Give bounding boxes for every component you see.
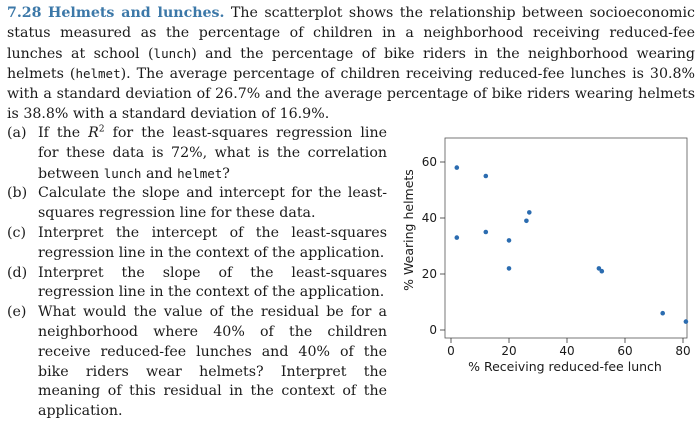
part-a-var-helmet: helmet — [177, 165, 223, 181]
y-tick-label: 20 — [421, 267, 437, 281]
data-point — [484, 230, 489, 235]
part-c-label: (c) — [7, 224, 27, 241]
x-tick-label: 0 — [447, 344, 455, 358]
y-tick-label: 40 — [421, 211, 437, 225]
plot-frame — [445, 138, 687, 338]
part-d — [7, 264, 387, 304]
part-a-text — [38, 124, 387, 184]
problem-intro — [7, 4, 695, 125]
part-e-text: What would the value of the residual be for a neighborhood where 40% of the children receive reduced-fee lunches and 40% of the bike riders wear helmets? Interpret the meaning of this residual in the context of the application. — [38, 304, 387, 420]
part-e — [7, 303, 387, 422]
part-a-and: and — [145, 165, 173, 182]
question-parts — [7, 124, 387, 422]
intro-text-1: The scatterplot shows the relationship between socioeconomic status measured as the percentage of children in a neighborhood receiving reduced-fee lunches at school ( — [7, 5, 695, 62]
data-point — [527, 210, 532, 215]
data-point — [455, 165, 460, 170]
part-c — [7, 224, 387, 264]
intro-var-helmet: helmet — [75, 66, 121, 82]
part-a-r: R — [88, 125, 99, 141]
part-a-sup: 2 — [98, 124, 105, 135]
x-tick-label: 40 — [559, 344, 575, 358]
part-c-text: Interpret the intercept of the least-squares regression line in the context of the application. — [38, 224, 387, 261]
part-a-var-lunch: lunch — [103, 165, 142, 181]
part-b — [7, 184, 387, 224]
chart-x-axis-label: % Receiving reduced-fee lunch — [468, 359, 662, 374]
part-a-text-2: for the least-squares regression line for these data is 72%, what is the correlation between — [38, 125, 387, 182]
y-tick-label: 60 — [421, 155, 437, 169]
x-tick-label: 20 — [501, 344, 517, 358]
part-b-text: Calculate the slope and intercept for the least-squares regression line for these data. — [38, 185, 387, 222]
part-b-label: (b) — [7, 185, 28, 202]
data-point — [600, 269, 605, 274]
part-a — [7, 124, 387, 184]
data-point — [455, 235, 460, 240]
y-tick-label: 0 — [429, 323, 437, 337]
intro-text-3: ). The average percentage of children receiving reduced-fee lunches is 30.8% with a standard deviation of 26.7% and the average percentage of bike riders wearing helmets is 38.8% with a standard deviation of 16.9%. — [7, 66, 695, 122]
part-e-label: (e) — [7, 304, 27, 321]
x-tick-label: 80 — [675, 344, 691, 358]
helmet-lunch-scatterplot — [395, 130, 695, 380]
chart-axes — [422, 138, 691, 358]
chart-points — [455, 165, 689, 324]
part-d-label: (d) — [7, 264, 28, 281]
data-point — [484, 174, 489, 179]
intro-var-lunch: lunch — [153, 45, 192, 61]
part-a-q: ? — [222, 165, 230, 182]
intro-text-2: ) and the percentage of bike riders in the neighborhood wearing helmets ( — [7, 45, 696, 83]
chart-y-axis-label: % Wearing helmets — [401, 169, 416, 291]
part-a-label: (a) — [7, 125, 27, 141]
data-point — [507, 238, 512, 243]
data-point — [660, 311, 665, 316]
part-d-text: Interpret the slope of the least-squares regression line in the context of the application. — [38, 264, 387, 301]
x-tick-label: 60 — [617, 344, 633, 358]
data-point — [524, 219, 529, 224]
data-point — [684, 319, 689, 324]
part-a-text-1: If the — [38, 125, 81, 141]
problem-number: 7.28 — [7, 5, 42, 21]
data-point — [507, 266, 512, 271]
problem-title: Helmets and lunches. — [48, 5, 225, 21]
